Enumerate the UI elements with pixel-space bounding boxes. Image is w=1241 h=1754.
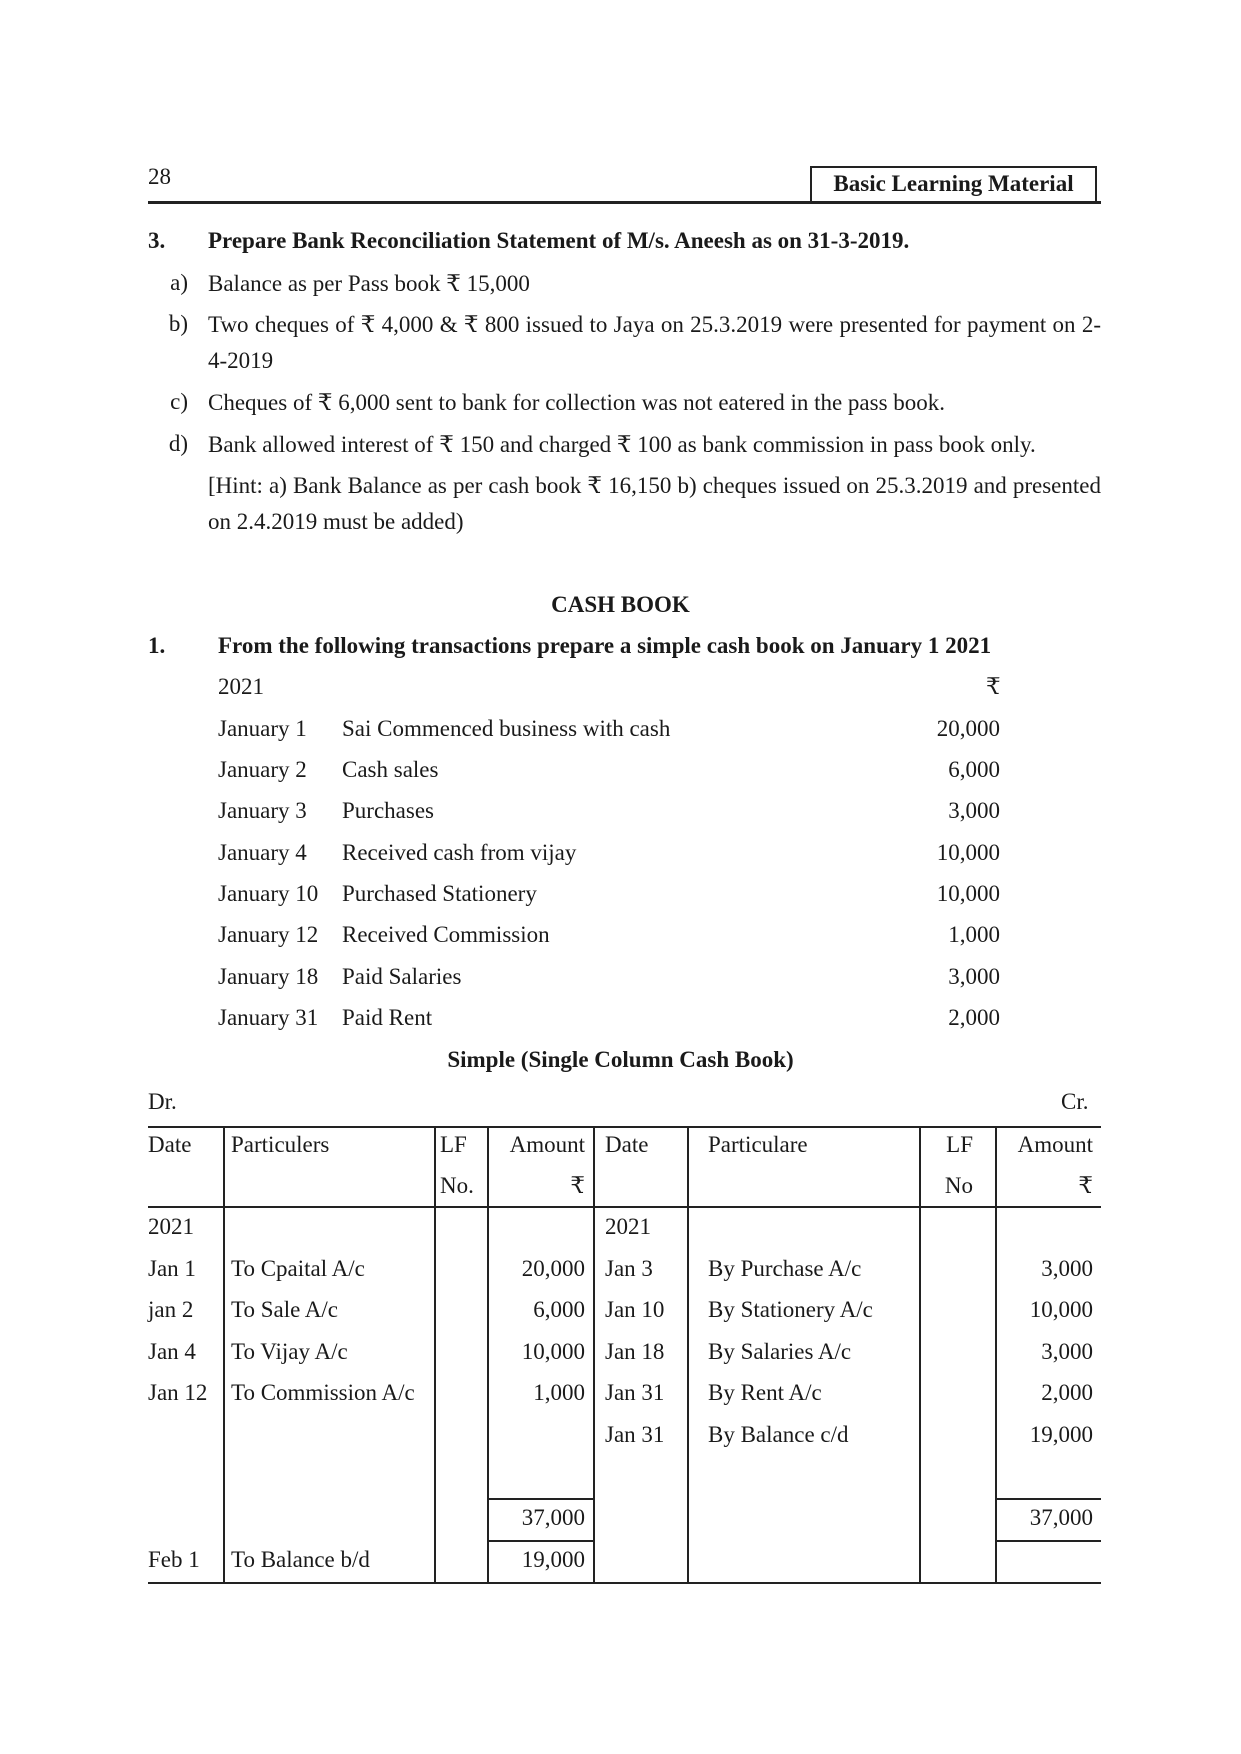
header-date: Date (148, 1132, 192, 1157)
table-top-rule (148, 1126, 1101, 1128)
dr-date: Jan 1 (148, 1256, 196, 1281)
transaction-description: Paid Salaries (342, 964, 462, 989)
col-rule (995, 1126, 997, 1584)
cr-date: Jan 31 (605, 1380, 665, 1405)
col-rule (593, 1126, 595, 1584)
cr-amount: 10,000 (1029, 1297, 1093, 1322)
col-rule (487, 1126, 489, 1584)
col-rule (223, 1126, 225, 1584)
dr-date: Jan 4 (148, 1339, 196, 1364)
transaction-description: Received Commission (342, 922, 550, 947)
transaction-description: Purchases (342, 798, 434, 823)
cr-particulars: By Balance c/d (708, 1422, 849, 1447)
dr-total-rule (488, 1498, 593, 1500)
dr-year: 2021 (148, 1214, 194, 1239)
transaction-date: January 10 (218, 881, 319, 906)
q3-item-text: Cheques of ₹ 6,000 sent to bank for collection was not eatered in the pass book. (208, 390, 946, 415)
dr-label: Dr. (148, 1089, 177, 1114)
transaction-row (218, 757, 1000, 798)
dr-amount: 1,000 (533, 1380, 585, 1405)
header-date: Date (605, 1132, 649, 1157)
dr-amount: 6,000 (533, 1297, 585, 1322)
cr-date: Jan 18 (605, 1339, 665, 1364)
transaction-description: Cash sales (342, 757, 439, 782)
q3-hint: [Hint: a) Bank Balance as per cash book ₹ 16,150 b) cheques issued on 25.3.2019 and presented on 2.4.2019 must be added) (208, 473, 1101, 534)
transaction-date: January 3 (218, 798, 307, 823)
cr-amount: 2,000 (1041, 1380, 1093, 1405)
cr-particulars: By Salaries A/c (708, 1339, 852, 1364)
dr-date: jan 2 (148, 1297, 194, 1322)
transaction-description: Purchased Stationery (342, 881, 537, 906)
cr-year: 2021 (605, 1214, 651, 1239)
dr-closing-particulars: To Balance b/d (231, 1547, 370, 1572)
transaction-date: January 1 (218, 716, 307, 741)
dr-closing-date: Feb 1 (148, 1547, 200, 1572)
cr-amount: 19,000 (1029, 1422, 1093, 1447)
header-lf: LF (946, 1132, 973, 1157)
transaction-description: Paid Rent (342, 1005, 433, 1030)
transaction-row (218, 1005, 1000, 1046)
transaction-date: January 31 (218, 1005, 319, 1030)
dr-particulars: To Commission A/c (231, 1380, 415, 1405)
section-heading: CASH BOOK (551, 592, 690, 617)
transaction-date: January 12 (218, 922, 319, 947)
q3-item-label: d) (168, 431, 188, 456)
transaction-amount: 3,000 (948, 964, 1000, 989)
q3-title: Prepare Bank Reconciliation Statement of M/s. Aneesh as on 31-3-2019. (208, 228, 910, 253)
transaction-amount: 3,000 (948, 798, 1000, 823)
transaction-amount: 10,000 (936, 840, 1000, 865)
q3-item-label: c) (170, 389, 188, 414)
cr-amount: 3,000 (1041, 1256, 1093, 1281)
header-amount: Amount (509, 1132, 585, 1157)
transaction-amount: 10,000 (936, 881, 1000, 906)
transaction-amount: 2,000 (948, 1005, 1000, 1030)
dr-amount: 20,000 (521, 1256, 585, 1281)
header-rupee: ₹ (570, 1173, 585, 1198)
header-particulars: Particulare (708, 1132, 808, 1157)
dr-particulars: To Sale A/c (231, 1297, 338, 1322)
q3-item-label: a) (170, 270, 188, 295)
dr-particulars: To Vijay A/c (231, 1339, 348, 1364)
cr-particulars: By Stationery A/c (708, 1297, 873, 1322)
transaction-row (218, 881, 1000, 922)
cr-total-rule (996, 1498, 1101, 1500)
table-bottom-rule (148, 1582, 1101, 1584)
cr-total: 37,000 (1029, 1505, 1093, 1530)
q3-item-text: Balance as per Pass book ₹ 15,000 (208, 271, 530, 296)
transactions-year: 2021 (218, 674, 264, 699)
cb-question-title: From the following transactions prepare a simple cash book on January 1 2021 (218, 633, 992, 658)
header-lf-no: No (944, 1173, 973, 1198)
col-rule (434, 1126, 436, 1584)
header-amount: Amount (1017, 1132, 1093, 1157)
col-rule (687, 1126, 689, 1584)
dr-total-bottom-rule (488, 1540, 593, 1542)
header-title: Basic Learning Material (810, 166, 1097, 201)
cr-amount: 3,000 (1041, 1339, 1093, 1364)
cr-label: Cr. (1061, 1089, 1089, 1114)
transaction-description: Sai Commenced business with cash (342, 716, 671, 741)
transaction-amount: 6,000 (948, 757, 1000, 782)
q3-item-text: Bank allowed interest of ₹ 150 and charged ₹ 100 as bank commission in pass book only. (208, 432, 1036, 457)
cb-question-number: 1. (148, 633, 166, 658)
transaction-date: January 18 (218, 964, 319, 989)
header-bottom-rule (148, 1206, 1101, 1208)
transaction-date: January 4 (218, 840, 307, 865)
dr-total: 37,000 (521, 1505, 585, 1530)
transaction-row (218, 798, 1000, 839)
rupee-symbol: ₹ (986, 674, 1001, 699)
transaction-amount: 20,000 (936, 716, 1000, 741)
cr-particulars: By Purchase A/c (708, 1256, 862, 1281)
header-lf: LF (440, 1132, 467, 1157)
transaction-description: Received cash from vijay (342, 840, 577, 865)
transaction-row (218, 922, 1000, 963)
header-lf-no: No. (440, 1173, 474, 1198)
q3-item-text: Two cheques of ₹ 4,000 & ₹ 800 issued to Jaya on 25.3.2019 were presented for payment on 2-4-2019 (208, 312, 1101, 373)
header-rupee: ₹ (1078, 1173, 1093, 1198)
transaction-row (218, 716, 1000, 757)
dr-particulars: To Cpaital A/c (231, 1256, 365, 1281)
page-number: 28 (148, 164, 171, 189)
transaction-row (218, 840, 1000, 881)
cr-total-bottom-rule (996, 1540, 1101, 1542)
ledger-title: Simple (Single Column Cash Book) (447, 1047, 794, 1072)
q3-number: 3. (148, 228, 166, 253)
q3-item-label: b) (168, 311, 188, 336)
cr-date: Jan 31 (605, 1422, 665, 1447)
transaction-row (218, 964, 1000, 1005)
header-rule (148, 201, 1101, 204)
dr-amount: 10,000 (521, 1339, 585, 1364)
transaction-date: January 2 (218, 757, 307, 782)
header-particulars: Particulers (231, 1132, 330, 1157)
dr-date: Jan 12 (148, 1380, 208, 1405)
cr-date: Jan 10 (605, 1297, 665, 1322)
cr-particulars: By Rent A/c (708, 1380, 822, 1405)
transaction-amount: 1,000 (948, 922, 1000, 947)
dr-closing-amount: 19,000 (521, 1547, 585, 1572)
cr-date: Jan 3 (605, 1256, 653, 1281)
cash-book-table (148, 1126, 1101, 1584)
